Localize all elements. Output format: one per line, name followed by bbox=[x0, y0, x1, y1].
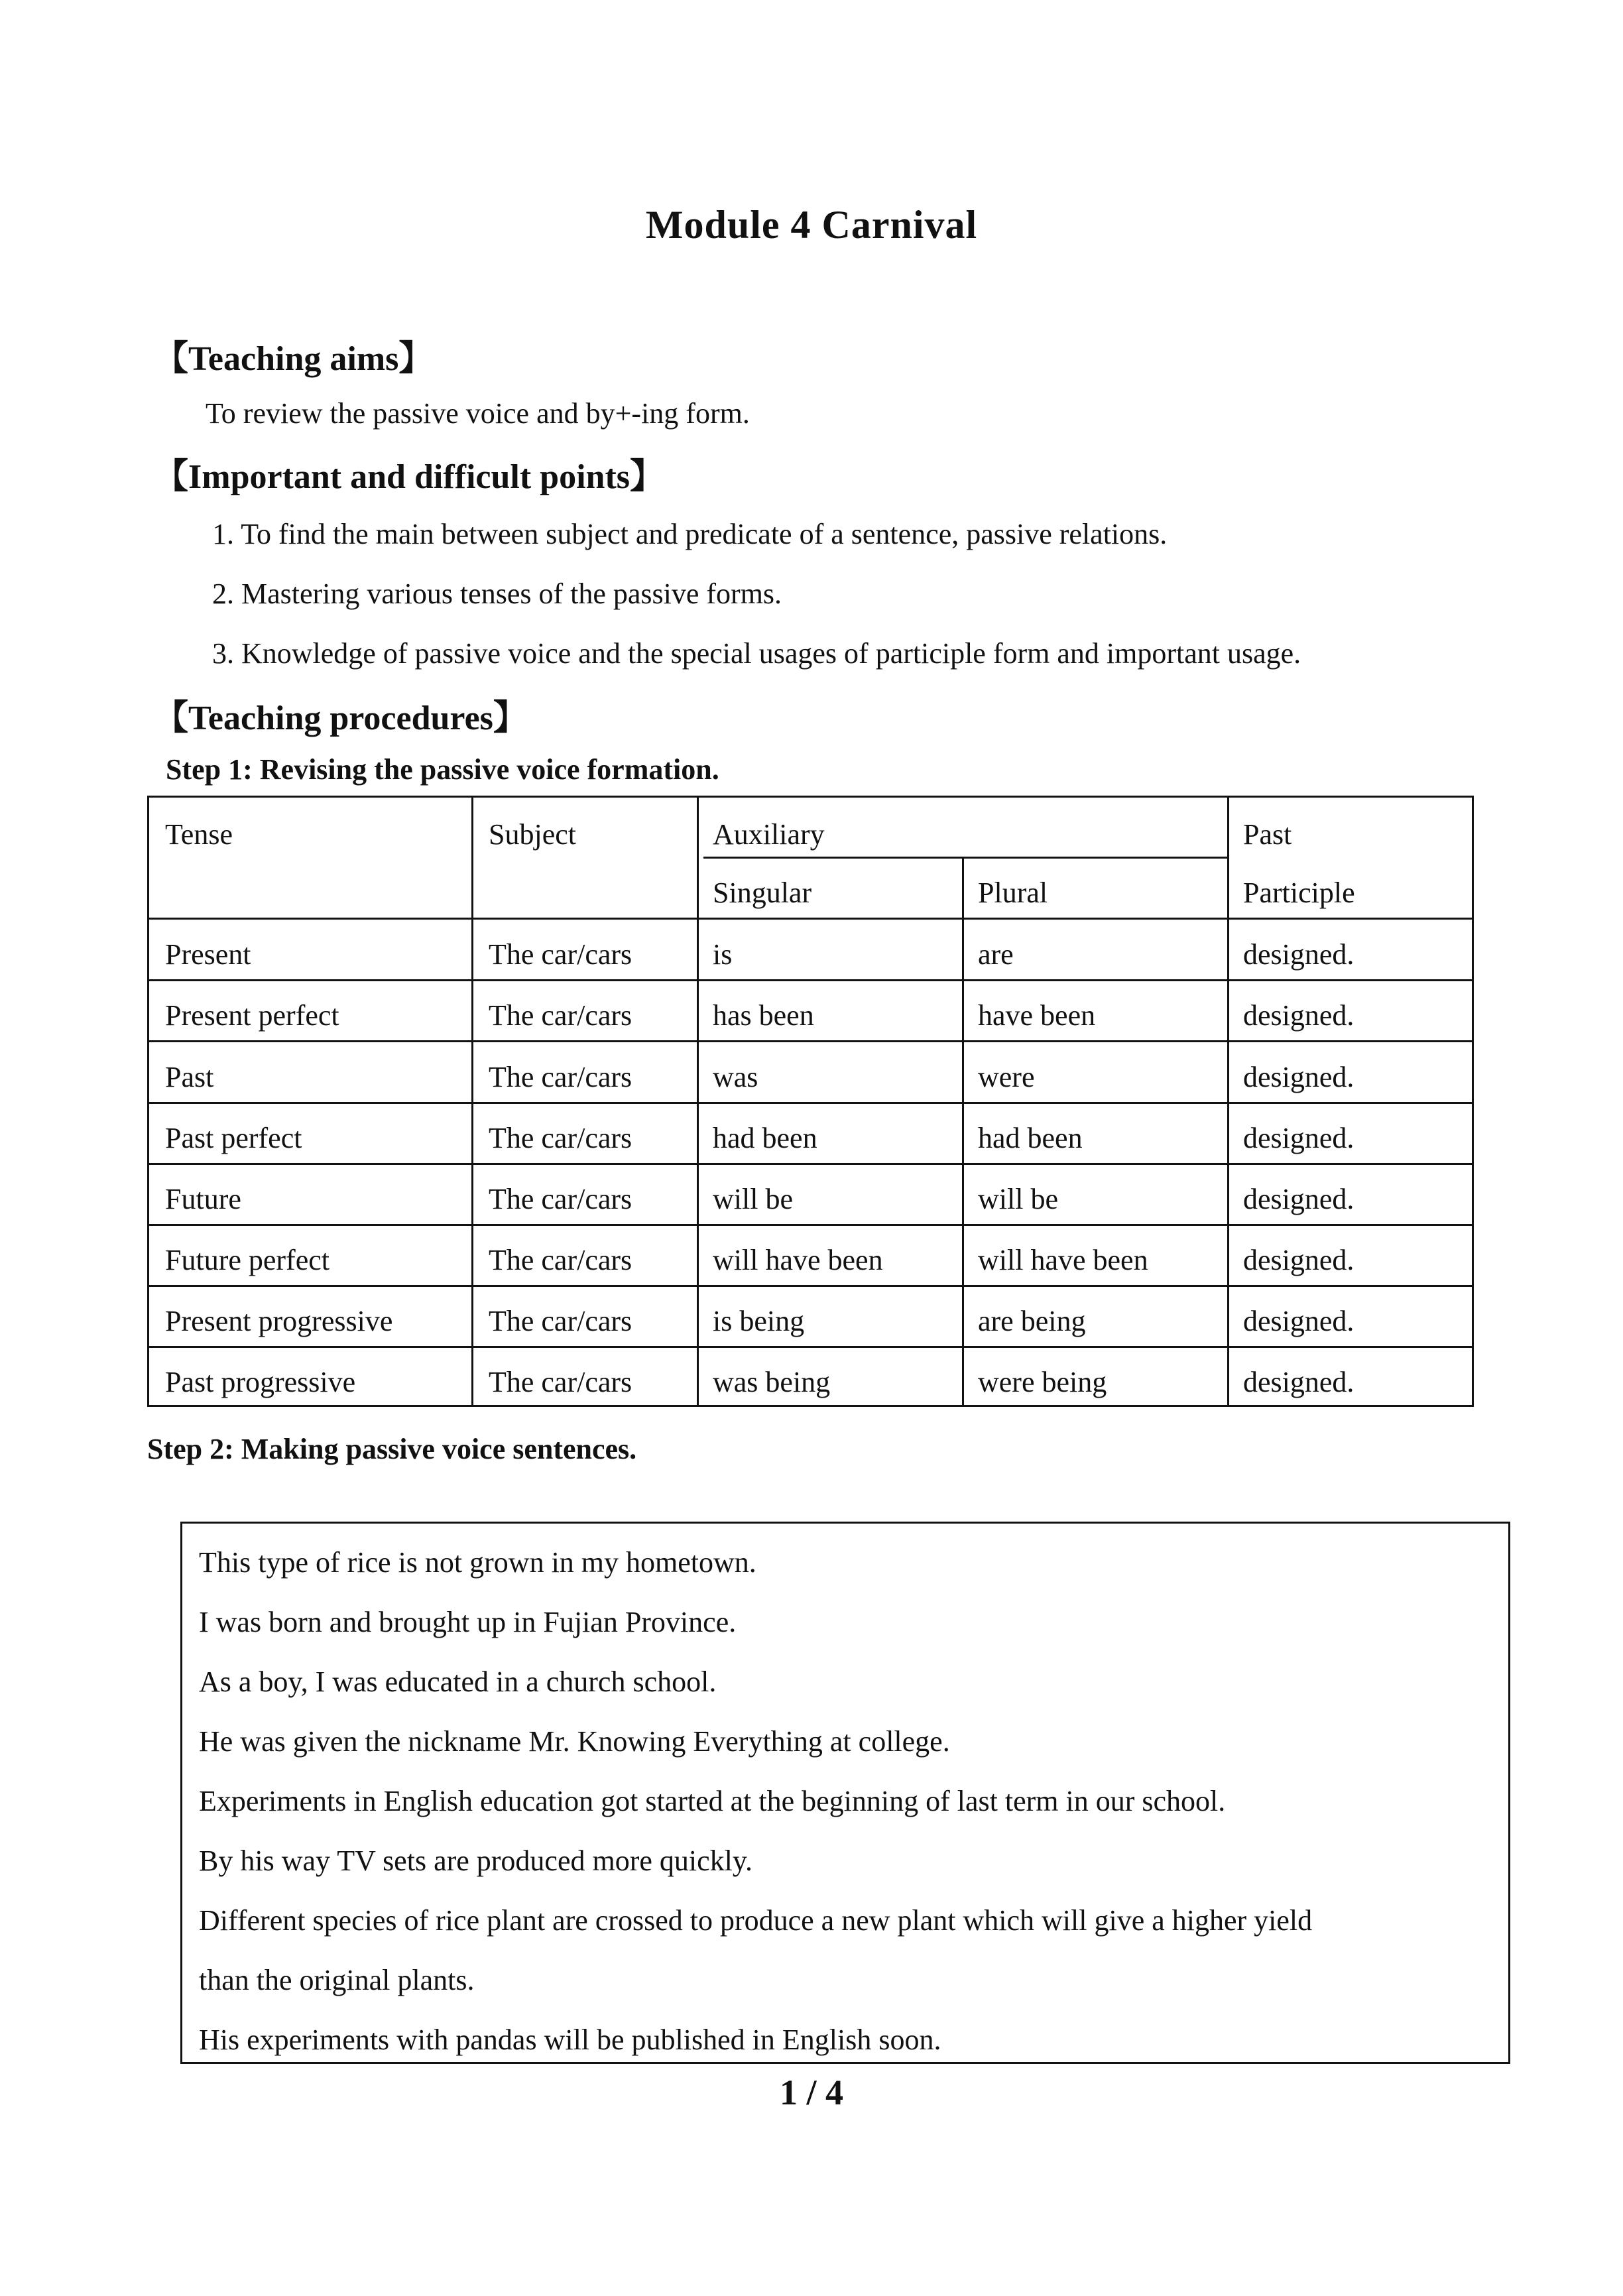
table-cell: were bbox=[978, 1061, 1035, 1093]
page-title: Module 4 Carnival bbox=[645, 203, 978, 247]
table-cell: The car/cars bbox=[489, 1305, 632, 1337]
table-cell: had been bbox=[713, 1122, 817, 1154]
header-plural: Plural bbox=[978, 876, 1048, 909]
sentence-line: than the original plants. bbox=[199, 1964, 475, 1996]
section-important-points bbox=[154, 448, 664, 498]
table-cell: designed. bbox=[1243, 938, 1354, 971]
sentence-line: I was born and brought up in Fujian Province. bbox=[199, 1606, 737, 1638]
table-cell: designed. bbox=[1243, 1122, 1354, 1154]
table-cell: was bbox=[713, 1061, 758, 1093]
table-cell: will be bbox=[713, 1183, 793, 1215]
point-item: 1. To find the main between subject and predicate of a sentence, passive relations. bbox=[212, 518, 1168, 550]
table-cell: have been bbox=[978, 999, 1096, 1032]
table-cell: Present bbox=[165, 938, 251, 971]
table-cell: are bbox=[978, 938, 1014, 971]
table-cell: The car/cars bbox=[489, 1244, 632, 1276]
sentence-line: This type of rice is not grown in my hometown. bbox=[199, 1546, 756, 1579]
table-cell: will be bbox=[978, 1183, 1058, 1215]
bracket-close: 】 bbox=[398, 340, 434, 378]
table-cell: The car/cars bbox=[489, 1122, 632, 1154]
table-cell: Past perfect bbox=[165, 1122, 302, 1154]
section-label: Important and difficult points bbox=[188, 458, 631, 496]
table-cell: Future bbox=[165, 1183, 241, 1215]
section-teaching-procedures bbox=[154, 690, 528, 739]
aims-text: To review the passive voice and by+-ing form. bbox=[206, 397, 750, 430]
table-cell: Past progressive bbox=[165, 1366, 356, 1398]
sentence-line: Different species of rice plant are crossed to produce a new plant which will give a higher yield bbox=[199, 1904, 1313, 1937]
bracket-close: 】 bbox=[630, 458, 665, 496]
table-cell: will have been bbox=[713, 1244, 883, 1276]
section-label: Teaching procedures bbox=[188, 699, 493, 737]
sentence-line: As a boy, I was educated in a church school. bbox=[199, 1665, 717, 1698]
sentence-line: Experiments in English education got started at the beginning of last term in our school. bbox=[199, 1785, 1226, 1817]
bracket-close: 】 bbox=[493, 699, 528, 737]
table-cell: were being bbox=[978, 1366, 1107, 1398]
page-number: 1 / 4 bbox=[779, 2073, 843, 2112]
point-item: 2. Mastering various tenses of the passive forms. bbox=[212, 577, 782, 610]
table-cell: has been bbox=[713, 999, 814, 1032]
header-subject: Subject bbox=[489, 818, 576, 851]
sentence-line: By his way TV sets are produced more quickly. bbox=[199, 1844, 753, 1877]
header-past: Past bbox=[1243, 818, 1292, 851]
bracket-open: 【 bbox=[154, 699, 189, 737]
table-cell: was being bbox=[713, 1366, 831, 1398]
sentence-line: His experiments with pandas will be published in English soon. bbox=[199, 2024, 941, 2056]
table-cell: Past bbox=[165, 1061, 214, 1093]
table-cell: The car/cars bbox=[489, 1061, 632, 1093]
step2-heading: Step 2: Making passive voice sentences. bbox=[147, 1433, 637, 1465]
step1-heading: Step 1: Revising the passive voice formation. bbox=[166, 753, 719, 786]
table-cell: designed. bbox=[1243, 1305, 1354, 1337]
table-cell: Present progressive bbox=[165, 1305, 393, 1337]
table-cell: The car/cars bbox=[489, 938, 632, 971]
passive-voice-table bbox=[147, 796, 1474, 1407]
section-teaching-aims bbox=[154, 330, 433, 380]
bracket-open: 【 bbox=[154, 340, 189, 378]
header-tense: Tense bbox=[165, 818, 233, 851]
table-cell: had been bbox=[978, 1122, 1083, 1154]
header-auxiliary: Auxiliary bbox=[713, 818, 825, 851]
bracket-open: 【 bbox=[154, 458, 189, 496]
table-cell: are being bbox=[978, 1305, 1086, 1337]
table-cell: designed. bbox=[1243, 1061, 1354, 1093]
table-cell: designed. bbox=[1243, 1366, 1354, 1398]
table-cell: designed. bbox=[1243, 1183, 1354, 1215]
header-singular: Singular bbox=[713, 876, 812, 909]
section-label: Teaching aims bbox=[188, 340, 399, 378]
table-cell: will have been bbox=[978, 1244, 1148, 1276]
table-cell: The car/cars bbox=[489, 999, 632, 1032]
table-cell: designed. bbox=[1243, 999, 1354, 1032]
table-cell: The car/cars bbox=[489, 1183, 632, 1215]
table-cell: Future perfect bbox=[165, 1244, 330, 1276]
table-cell: is being bbox=[713, 1305, 805, 1337]
sentence-box bbox=[180, 1522, 1510, 2064]
table-cell: The car/cars bbox=[489, 1366, 632, 1398]
table-cell: designed. bbox=[1243, 1244, 1354, 1276]
table-cell: is bbox=[713, 938, 733, 971]
header-participle: Participle bbox=[1243, 876, 1355, 909]
table-cell: Present perfect bbox=[165, 999, 339, 1032]
point-item: 3. Knowledge of passive voice and the special usages of participle form and important usage. bbox=[212, 637, 1301, 670]
sentence-line: He was given the nickname Mr. Knowing Everything at college. bbox=[199, 1725, 950, 1758]
